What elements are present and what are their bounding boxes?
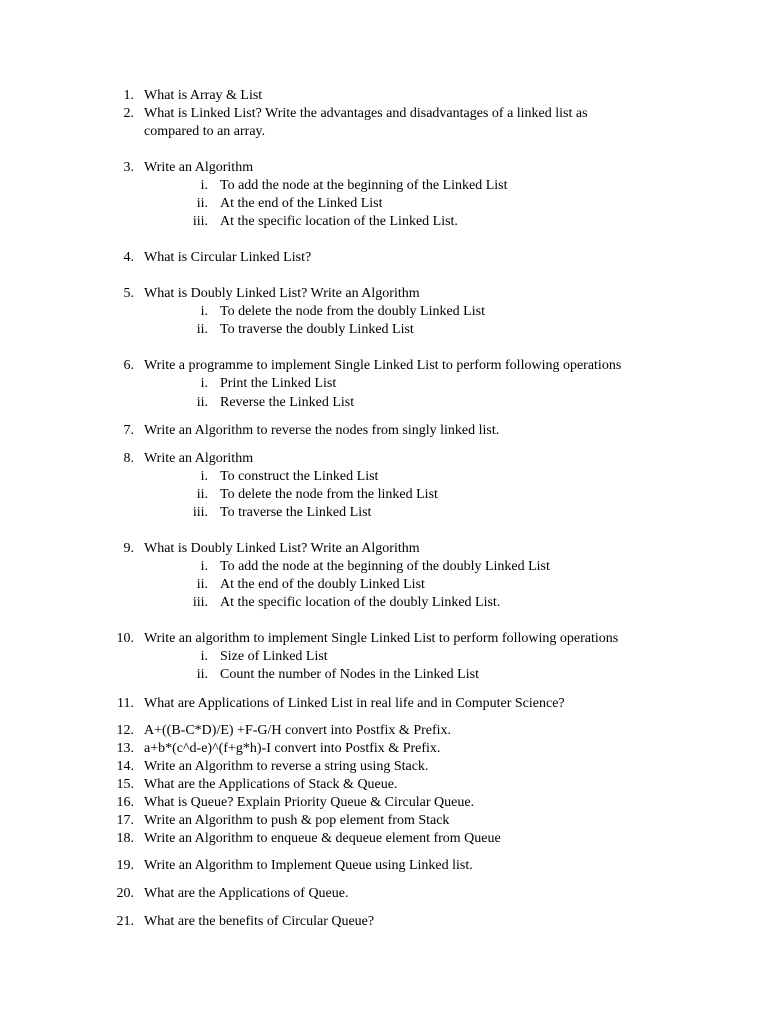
question-number: 6. bbox=[123, 358, 134, 373]
question-text: Write an algorithm to implement Single Linked List to perform following operations bbox=[144, 631, 619, 646]
question-number: 4. bbox=[123, 250, 134, 265]
sub-item-text: To add the node at the beginning of the Linked List bbox=[220, 178, 508, 193]
sub-item-text: Print the Linked List bbox=[220, 376, 337, 391]
sub-item-text: At the specific location of the doubly Linked List. bbox=[220, 595, 501, 610]
sub-item-text: Reverse the Linked List bbox=[220, 395, 355, 410]
question-number: 2. bbox=[123, 106, 134, 121]
sub-item-text: Size of Linked List bbox=[220, 649, 328, 664]
sub-item-number: ii. bbox=[196, 487, 208, 502]
sub-item-text: Count the number of Nodes in the Linked List bbox=[220, 667, 479, 682]
question-text: What is Doubly Linked List? Write an Algorithm bbox=[144, 541, 420, 556]
sub-item-text: To add the node at the beginning of the doubly Linked List bbox=[220, 559, 550, 574]
question-number: 1. bbox=[123, 88, 134, 103]
sub-item-text: At the end of the doubly Linked List bbox=[220, 577, 425, 592]
question-text: What is Array & List bbox=[144, 88, 263, 103]
sub-item-number: ii. bbox=[196, 196, 208, 211]
question-number: 8. bbox=[123, 451, 134, 466]
sub-item-number: i. bbox=[200, 649, 208, 664]
sub-item-number: iii. bbox=[192, 505, 208, 520]
question-text: Write an Algorithm to enqueue & dequeue element from Queue bbox=[144, 831, 501, 846]
question-text: Write an Algorithm bbox=[144, 160, 254, 175]
question-text: Write an Algorithm to reverse the nodes from singly linked list. bbox=[144, 423, 500, 438]
question-number: 18. bbox=[116, 831, 134, 846]
question-number: 14. bbox=[116, 759, 134, 774]
sub-item-text: To delete the node from the linked List bbox=[220, 487, 438, 502]
question-number: 21. bbox=[116, 914, 134, 929]
question-text: What are the Applications of Queue. bbox=[144, 886, 349, 901]
sub-item-text: At the end of the Linked List bbox=[220, 196, 383, 211]
sub-item-text: To traverse the Linked List bbox=[220, 505, 372, 520]
question-number: 19. bbox=[116, 858, 134, 873]
question-number: 9. bbox=[123, 541, 134, 556]
question-text: compared to an array. bbox=[144, 124, 266, 139]
sub-item-text: To construct the Linked List bbox=[220, 469, 379, 484]
question-number: 11. bbox=[117, 696, 134, 711]
question-text: What is Linked List? Write the advantages and disadvantages of a linked list as bbox=[144, 106, 588, 121]
sub-item-number: ii. bbox=[196, 395, 208, 410]
question-text: What is Doubly Linked List? Write an Algorithm bbox=[144, 286, 420, 301]
question-number: 3. bbox=[123, 160, 134, 175]
sub-item-number: ii. bbox=[196, 322, 208, 337]
sub-item-number: ii. bbox=[196, 667, 208, 682]
sub-item-text: At the specific location of the Linked List. bbox=[220, 214, 458, 229]
sub-item-number: iii. bbox=[192, 595, 208, 610]
question-text: What is Queue? Explain Priority Queue & Circular Queue. bbox=[144, 795, 475, 810]
question-number: 7. bbox=[123, 423, 134, 438]
sub-item-number: i. bbox=[200, 469, 208, 484]
question-text: Write an Algorithm to push & pop element from Stack bbox=[144, 813, 450, 828]
question-text: Write an Algorithm to Implement Queue using Linked list. bbox=[144, 858, 473, 873]
question-number: 15. bbox=[116, 777, 134, 792]
question-text: What is Circular Linked List? bbox=[144, 250, 312, 265]
question-text: What are the benefits of Circular Queue? bbox=[144, 914, 375, 929]
sub-item-number: i. bbox=[200, 559, 208, 574]
sub-item-number: ii. bbox=[196, 577, 208, 592]
question-number: 16. bbox=[116, 795, 134, 810]
sub-item-number: i. bbox=[200, 178, 208, 193]
question-number: 13. bbox=[116, 741, 134, 756]
question-text: What are the Applications of Stack & Queue. bbox=[144, 777, 398, 792]
sub-item-text: To delete the node from the doubly Linked List bbox=[220, 304, 485, 319]
sub-item-text: To traverse the doubly Linked List bbox=[220, 322, 414, 337]
question-number: 17. bbox=[116, 813, 134, 828]
question-number: 12. bbox=[116, 723, 134, 738]
question-text: a+b*(c^d-e)^(f+g*h)-I convert into Postfix & Prefix. bbox=[144, 741, 441, 756]
question-text: A+((B-C*D)/E) +F-G/H convert into Postfix & Prefix. bbox=[144, 723, 452, 738]
sub-item-number: i. bbox=[200, 376, 208, 391]
question-text: What are Applications of Linked List in real life and in Computer Science? bbox=[144, 696, 565, 711]
sub-item-number: i. bbox=[200, 304, 208, 319]
question-number: 20. bbox=[116, 886, 134, 901]
sub-item-number: iii. bbox=[192, 214, 208, 229]
question-text: Write an Algorithm to reverse a string using Stack. bbox=[144, 759, 429, 774]
question-number: 10. bbox=[116, 631, 134, 646]
question-text: Write an Algorithm bbox=[144, 451, 254, 466]
question-number: 5. bbox=[123, 286, 134, 301]
question-text: Write a programme to implement Single Linked List to perform following operations bbox=[144, 358, 622, 373]
